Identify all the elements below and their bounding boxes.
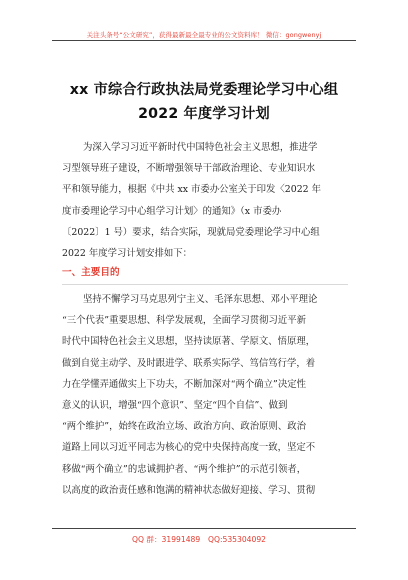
footer-qq-contact: QQ:535304092 bbox=[208, 535, 266, 544]
section1-line: 以高度的政治责任感和饱满的精神状态做好迎接、学习、贯彻 bbox=[62, 484, 316, 496]
document-title-line-2: 2022 年度学习计划 bbox=[138, 106, 270, 122]
intro-line: 〔2022〕1 号）要求，结合实际，现就局党委理论学习中心组 bbox=[62, 226, 320, 238]
page-footer bbox=[52, 532, 356, 548]
section1-paragraph bbox=[62, 289, 348, 501]
header-promo-text: 关注头条号“公文研究”，获得最新最全最专业的公文资料库！ 微信：gongwenyj bbox=[86, 31, 322, 39]
section1-line: 力在学懂弄通做实上下功夫，不断加深对“两个确立”决定性 bbox=[62, 378, 306, 390]
section1-line: 道路上同以习近平同志为核心的党中央保持高度一致，坚定不 bbox=[62, 442, 316, 454]
intro-line: 平和领导能力，根据《中共 xx 市委办公室关于印发〈2022 年 bbox=[62, 184, 322, 196]
section1-line: 坚持不懈学习马克思列宁主义、毛泽东思想、邓小平理论 bbox=[83, 294, 318, 305]
intro-line: 2022 年度学习计划安排如下： bbox=[62, 247, 192, 259]
section1-line: 做到自觉主动学、及时跟进学、联系实际学、笃信笃行学，着 bbox=[62, 357, 316, 369]
section1-line: 移做“两个确立”的忠诚拥护者、“两个维护”的示范引领者， bbox=[62, 463, 307, 475]
section-heading-underline bbox=[62, 284, 348, 285]
footer-divider bbox=[52, 528, 356, 529]
section1-line: 意义的认识，增强“四个意识”、坚定“四个自信”、做到 bbox=[62, 399, 288, 411]
section1-line: “三个代表”重要思想、科学发展观，全面学习贯彻习近平新 bbox=[62, 315, 306, 327]
header-divider bbox=[52, 40, 356, 41]
intro-line: 为深入学习习近平新时代中国特色社会主义思想，推进学 bbox=[83, 142, 318, 153]
page-header bbox=[52, 22, 356, 38]
document-title-line-1: xx 市综合行政执法局党委理论学习中心组 bbox=[69, 82, 339, 98]
footer-qq-group: QQ 群：31991489 bbox=[132, 535, 201, 544]
intro-line: 习型领导班子建设，不断增强领导干部政治理论、专业知识水 bbox=[62, 163, 316, 175]
intro-paragraph bbox=[62, 137, 348, 264]
section1-line: 时代中国特色社会主义思想，坚持读原著、学原文、悟原理， bbox=[62, 336, 316, 348]
intro-line: 度市委理论学习中心组学习计划〉的通知》（x 市委办 bbox=[62, 205, 282, 217]
section1-line: “两个维护”，始终在政治立场、政治方向、政治原则、政治 bbox=[62, 421, 306, 433]
section-heading-main-purpose: 一、主要目的 bbox=[62, 267, 120, 278]
